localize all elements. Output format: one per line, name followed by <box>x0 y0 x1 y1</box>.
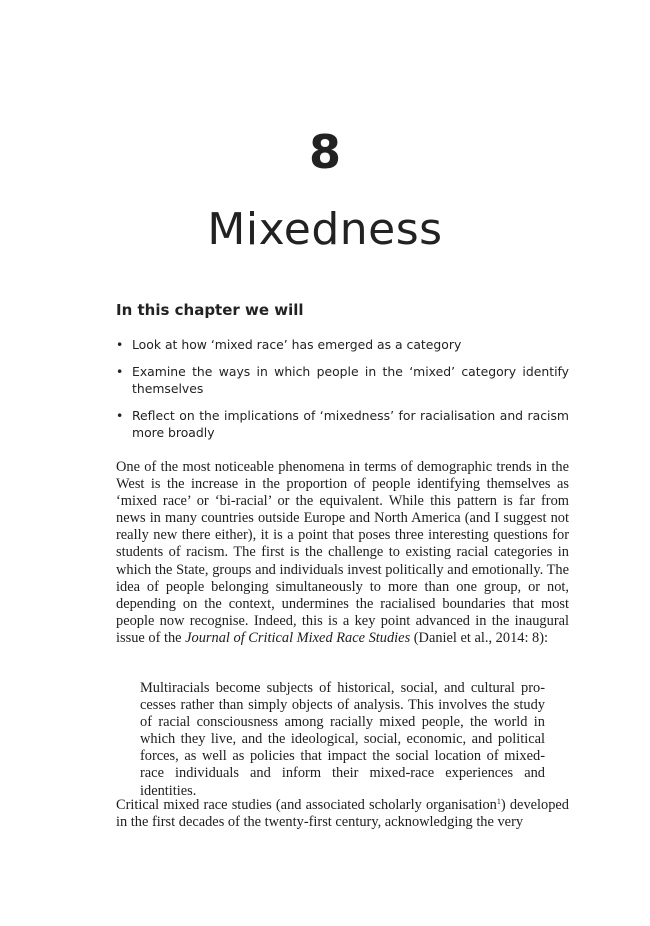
bullet-icon: • <box>116 364 124 379</box>
footnote-marker[interactable]: 1 <box>496 797 501 806</box>
objective-item <box>116 363 569 397</box>
objectives-heading: In this chapter we will <box>116 301 304 319</box>
bullet-icon: • <box>116 337 124 352</box>
objective-text: Look at how ‘mixed race’ has emerged as a category <box>132 337 462 352</box>
objective-text: Reflect on the implications of ‘mixedness’ for racialisation and racism more broadly <box>132 408 569 440</box>
bullet-icon: • <box>116 408 124 423</box>
citation: (Daniel et al., 2014: 8): <box>410 629 549 646</box>
block-quote: Multiracials become subjects of historical, social, and cultural processes rather than simply objects of analysis. This involves the study of racial consciousness among racially mixed people, the world in which they live, and the ideological, social, economic, and political forces, as well as policies that impact the social location of mixed-race individuals and inform their mixed-race experiences and identities. <box>140 680 545 799</box>
chapter-number: 8 <box>308 125 341 179</box>
journal-title: Journal of Critical Mixed Race Studies <box>185 629 411 646</box>
objective-text: Examine the ways in which people in the ‘mixed’ category identify themselves <box>132 364 569 396</box>
objectives-list <box>116 336 569 451</box>
objective-item <box>116 407 569 441</box>
paragraph-text: One of the most noticeable phenomena in terms of demographic trends in the West is the increase in the proportion of people identifying themselves as ‘mixed race’ or ‘bi-racial’ or the equivalent. While this pattern is far from news in many countries outside Europe and North America (and I suggest not really new there either), it is a point that poses three interesting questions for students of racism. The first is the challenge to existing racial categories in which the State, groups and individuals invest politically and emotionally. The idea of people belonging simultaneously to more than one group, or not, depending on the context, undermines the racialised boundaries that most people now recognise. Indeed, this is a key point advanced in the inaugural issue of the <box>116 459 569 646</box>
paragraph-text: ) developed in the first decades of the twenty-first century, acknowledging the very <box>116 797 569 831</box>
body-paragraph <box>116 797 569 831</box>
body-paragraph <box>116 459 569 647</box>
chapter-title: Mixedness <box>207 204 443 255</box>
objective-item <box>116 336 569 353</box>
paragraph-text: Critical mixed race studies (and associated scholarly organisation <box>116 797 497 813</box>
